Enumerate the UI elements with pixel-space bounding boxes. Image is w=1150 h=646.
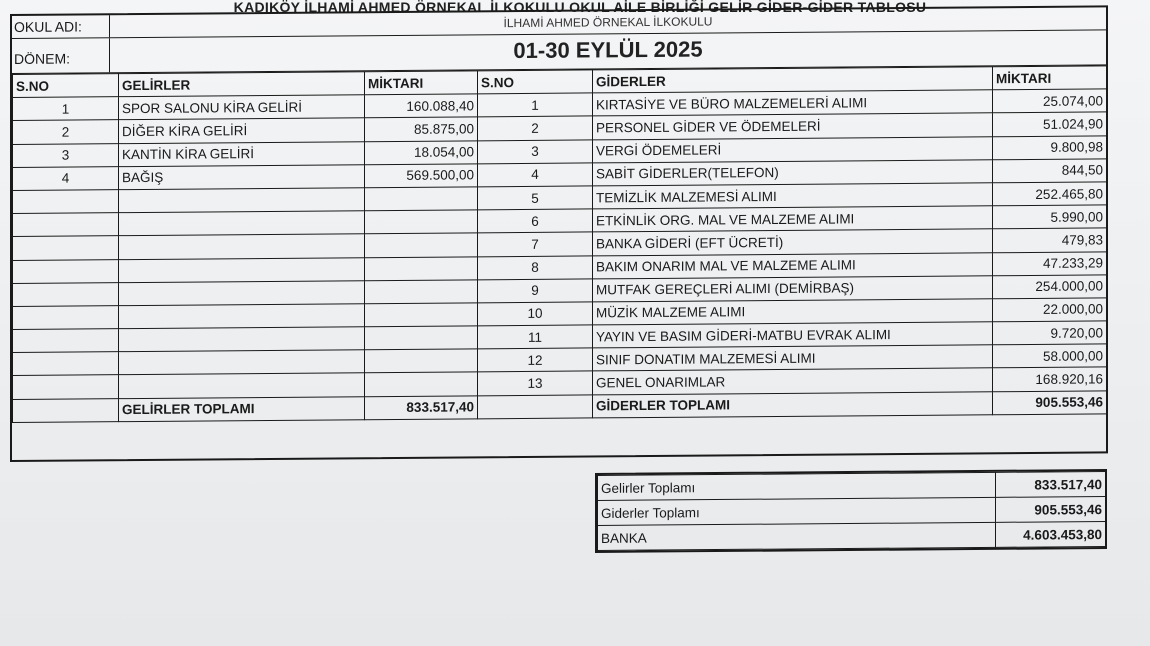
income-name-cell [119,280,365,305]
expense-amount-cell: 58.000,00 [993,344,1107,368]
summary-value: 833.517,40 [996,471,1106,497]
income-total-value: 833.517,40 [365,395,478,419]
income-name-cell [119,350,365,375]
info-block [12,7,1106,74]
expense-total-label: GİDERLER TOPLAMI [593,391,993,417]
expense-name-cell: PERSONEL GİDER VE ÖDEMELERİ [593,113,993,139]
expense-amount-cell: 479,83 [993,228,1107,252]
totals-blank-cell-2 [478,395,593,419]
expense-amount-cell: 252.465,80 [993,182,1107,206]
income-name-cell [119,373,365,398]
income-sno-cell [13,190,119,214]
expense-sno-cell: 6 [478,209,593,233]
expense-sno-cell: 1 [478,93,593,117]
expense-name-cell: MUTFAK GEREÇLERİ ALIMI (DEMİRBAŞ) [593,275,993,301]
expense-amount-cell: 9.720,00 [993,321,1107,345]
income-sno-cell [13,375,119,399]
income-name-cell: BAĞIŞ [119,164,365,189]
expense-sno-cell: 4 [478,163,593,187]
expense-total-value: 905.553,46 [993,391,1107,415]
header-amount-2: MİKTARI [993,66,1107,90]
income-total-label: GELİRLER TOPLAMI [119,396,365,421]
income-sno-cell [13,213,119,237]
school-value: İLHAMİ AHMED ÖRNEKAL İLKOKULU [503,14,713,31]
income-sno-cell: 3 [13,143,119,167]
summary-table [595,469,1107,553]
header-sno-2: S.NO [478,70,593,94]
income-amount-cell: 569.500,00 [365,164,478,188]
income-amount-cell [365,280,478,304]
income-name-cell [119,304,365,329]
school-label: OKUL ADI: [12,15,110,38]
income-amount-cell: 160.088,40 [365,94,478,118]
expense-amount-cell: 47.233,29 [993,251,1107,275]
summary-label: Gelirler Toplamı [598,472,996,500]
expense-amount-cell: 168.920,16 [993,367,1107,391]
income-sno-cell [13,259,119,283]
expense-name-cell: BANKA GİDERİ (EFT ÜCRETİ) [593,229,993,255]
expense-sno-cell: 10 [478,302,593,326]
expense-amount-cell: 25.074,00 [993,89,1107,113]
summary-value: 905.553,46 [996,496,1106,522]
income-amount-cell [365,210,478,234]
expense-sno-cell: 13 [478,371,593,395]
expense-name-cell: SINIF DONATIM MALZEMESİ ALIMI [593,345,993,371]
main-table-frame [10,5,1108,462]
expense-name-cell: ETKİNLİK ORG. MAL VE MALZEME ALIMI [593,206,993,232]
expense-name-cell: KIRTASİYE VE BÜRO MALZEMELERİ ALIMI [593,90,993,116]
header-expense: GİDERLER [593,67,993,93]
income-name-cell [119,188,365,213]
expense-name-cell: MÜZİK MALZEME ALIMI [593,299,993,325]
income-sno-cell: 1 [13,97,119,121]
header-sno: S.NO [13,74,119,98]
income-name-cell [119,234,365,259]
income-sno-cell [13,306,119,330]
expense-amount-cell: 844,50 [993,159,1107,183]
summary-label: Giderler Toplamı [598,497,996,525]
income-sno-cell [13,236,119,260]
document-title: KADIKÖY İLHAMİ AHMED ÖRNEKAL İLKOKULU OKUL AİLE BİRLİĞİ GELİR GİDER-GİDER TABLOSU [233,0,927,14]
income-amount-cell [365,349,478,373]
expense-amount-cell: 22.000,00 [993,298,1107,322]
summary-value: 4.603.453,80 [996,521,1106,547]
income-name-cell: DİĞER KİRA GELİRİ [119,118,365,143]
income-sno-cell [13,329,119,353]
expense-amount-cell: 9.800,98 [993,135,1107,159]
income-amount-cell [365,187,478,211]
expense-sno-cell: 5 [478,186,593,210]
income-sno-cell [13,282,119,306]
expense-amount-cell: 51.024,90 [993,112,1107,136]
income-amount-cell [365,326,478,350]
expense-name-cell: VERGİ ÖDEMELERİ [593,136,993,162]
expense-sno-cell: 2 [478,116,593,140]
expense-name-cell: SABİT GİDERLER(TELEFON) [593,160,993,186]
income-amount-cell [365,256,478,280]
income-sno-cell [13,352,119,376]
summary-label: BANKA [598,522,996,550]
income-amount-cell: 18.054,00 [365,140,478,164]
income-name-cell: SPOR SALONU KİRA GELİRİ [119,95,365,120]
expense-sno-cell: 12 [478,348,593,372]
expense-name-cell: TEMİZLİK MALZEMESİ ALIMI [593,183,993,209]
expense-sno-cell: 8 [478,255,593,279]
expense-amount-cell: 5.990,00 [993,205,1107,229]
totals-blank-cell [13,398,119,422]
income-amount-cell: 85.875,00 [365,117,478,141]
income-amount-cell [365,233,478,257]
income-name-cell: KANTİN KİRA GELİRİ [119,141,365,166]
expense-name-cell: BAKIM ONARIM MAL VE MALZEME ALIMI [593,252,993,278]
income-sno-cell: 4 [13,166,119,190]
expense-amount-cell: 254.000,00 [993,275,1107,299]
income-amount-cell [365,303,478,327]
header-income: GELİRLER [119,72,365,97]
income-amount-cell [365,372,478,396]
header-amount: MİKTARI [365,71,478,95]
expense-sno-cell: 3 [478,139,593,163]
summary-row [598,521,1106,550]
income-name-cell [119,327,365,352]
income-sno-cell: 2 [13,120,119,144]
income-name-cell [119,257,365,282]
expense-name-cell: GENEL ONARIMLAR [593,368,993,394]
period-value: 01-30 EYLÜL 2025 [513,36,703,64]
expense-sno-cell: 9 [478,279,593,303]
income-name-cell [119,211,365,236]
period-label: DÖNEM: [12,38,110,73]
income-expense-table [12,65,1107,422]
expense-sno-cell: 11 [478,325,593,349]
expense-sno-cell: 7 [478,232,593,256]
expense-name-cell: YAYIN VE BASIM GİDERİ-MATBU EVRAK ALIMI [593,322,993,348]
